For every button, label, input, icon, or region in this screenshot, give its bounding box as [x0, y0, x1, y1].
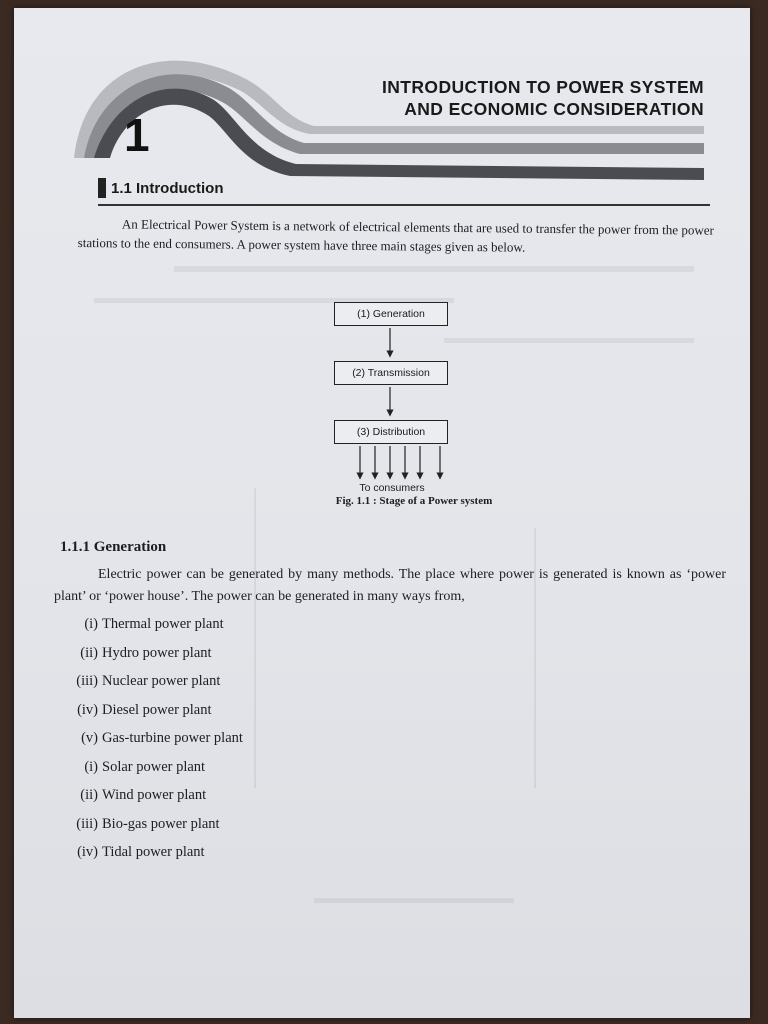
chapter-title [284, 76, 704, 120]
list-item [70, 614, 243, 643]
generation-paragraph-text: Electric power can be generated by many methods. The place where power is generated is known as ‘power plant’ or ‘power house’. The power can be generated in many ways from, [54, 567, 726, 604]
list-item-text: Diesel power plant [102, 701, 212, 718]
chapter-title-line-2: AND ECONOMIC CONSIDERATION [404, 99, 704, 119]
list-item-text: Solar power plant [102, 758, 206, 775]
list-item [70, 785, 243, 814]
book-page [14, 8, 750, 1018]
section-heading [98, 178, 224, 198]
stage-box-generation: (1) Generation [334, 302, 448, 326]
subsection-title: 1.1.1 Generation [60, 539, 167, 555]
stage-box-transmission: (2) Transmission [334, 361, 448, 385]
section-title: 1.1 Introduction [111, 179, 224, 197]
list-item-text: Thermal power plant [102, 616, 224, 632]
list-item [70, 700, 243, 729]
chapter-number: 1 [124, 109, 150, 161]
figure-caption: Fig. 1.1 : Stage of a Power system [335, 495, 493, 507]
list-item-text: Bio-gas power plant [102, 815, 220, 832]
stage-box-distribution: (3) Distribution [334, 420, 448, 444]
list-item [70, 728, 243, 757]
list-item-text: Nuclear power plant [102, 673, 221, 689]
list-item-number: (ii) [80, 787, 98, 803]
list-item-number: (v) [81, 730, 98, 746]
list-item-number: (iii) [76, 815, 98, 832]
list-item [70, 671, 243, 700]
list-item [70, 757, 243, 786]
section-divider [98, 204, 710, 206]
consumers-label: To consumers [359, 482, 425, 494]
list-item-text: Tidal power plant [102, 844, 205, 860]
list-item-number: (iv) [77, 844, 98, 860]
list-item [70, 643, 243, 672]
generation-paragraph [54, 564, 726, 608]
list-item-number: (ii) [80, 644, 98, 661]
intro-paragraph: An Electrical Power System is a network of electrical elements that are used to transfer the power from the power stations to the end consumers. A power system have three main stages given as below. [77, 216, 714, 255]
list-item-number: (iii) [76, 673, 98, 689]
power-plant-list [70, 614, 243, 871]
list-item-number: (iv) [77, 701, 98, 718]
list-item-text: Hydro power plant [102, 644, 212, 661]
list-item-text: Wind power plant [102, 787, 207, 803]
section-marker-bar [98, 178, 106, 198]
power-system-stage-diagram [314, 292, 504, 522]
list-item-number: (i) [84, 758, 98, 775]
chapter-title-line-1: INTRODUCTION TO POWER SYSTEM [382, 77, 704, 97]
list-item [70, 842, 243, 871]
list-item-number: (i) [84, 616, 98, 632]
list-item [70, 814, 243, 843]
list-item-text: Gas-turbine power plant [102, 730, 243, 746]
